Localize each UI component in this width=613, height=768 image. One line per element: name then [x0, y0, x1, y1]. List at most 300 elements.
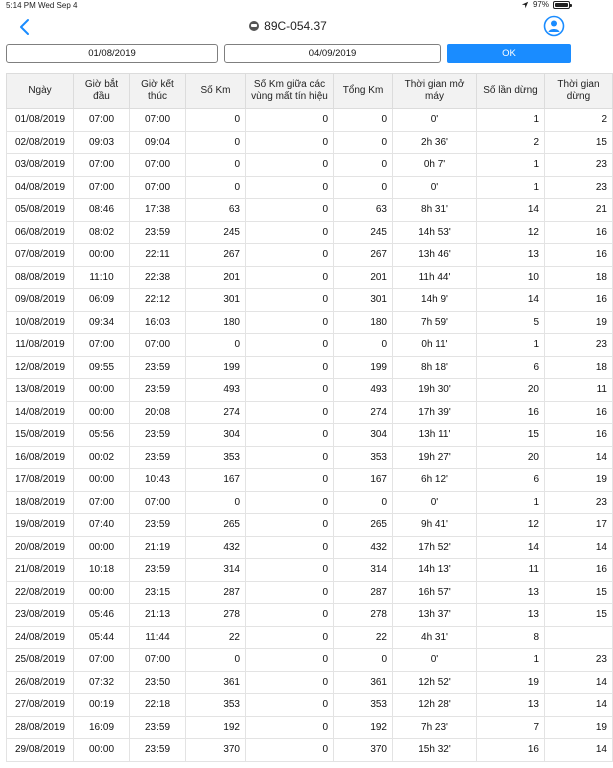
- status-date: Wed Sep 4: [38, 1, 78, 10]
- to-date-field[interactable]: 04/09/2019: [224, 44, 441, 63]
- battery-percent: 97%: [532, 0, 549, 9]
- cell-km-signal-loss: 0: [246, 491, 334, 514]
- cell-stop-time: 11: [545, 379, 613, 402]
- cell-engine-on-time: 8h 31': [393, 199, 477, 222]
- table-header-row: [7, 74, 613, 109]
- cell-km-signal-loss: 0: [246, 401, 334, 424]
- cell-end-time: 23:59: [130, 424, 186, 447]
- nav-bar: [0, 12, 576, 42]
- battery-fill: [555, 3, 568, 7]
- cell-km-signal-loss: 0: [246, 109, 334, 132]
- table-row[interactable]: [7, 154, 613, 177]
- cell-stop-time: 23: [545, 491, 613, 514]
- cell-stop-time: 23: [545, 334, 613, 357]
- cell-end-time: 11:44: [130, 626, 186, 649]
- table-row[interactable]: [7, 446, 613, 469]
- cell-engine-on-time: 0': [393, 109, 477, 132]
- cell-total-km: 22: [334, 626, 393, 649]
- cell-km: 0: [186, 131, 246, 154]
- cell-date: 13/08/2019: [7, 379, 74, 402]
- cell-end-time: 23:15: [130, 581, 186, 604]
- cell-total-km: 301: [334, 289, 393, 312]
- cell-total-km: 278: [334, 604, 393, 627]
- cell-date: 01/08/2019: [7, 109, 74, 132]
- cell-total-km: 265: [334, 514, 393, 537]
- cell-date: 07/08/2019: [7, 244, 74, 267]
- cell-engine-on-time: 13h 11': [393, 424, 477, 447]
- cell-km: 201: [186, 266, 246, 289]
- cell-date: 24/08/2019: [7, 626, 74, 649]
- cell-stop-time: 2: [545, 109, 613, 132]
- cell-end-time: 23:59: [130, 221, 186, 244]
- cell-stop-time: 18: [545, 356, 613, 379]
- cell-date: 12/08/2019: [7, 356, 74, 379]
- header-end-time: Giờ kết thúc: [130, 74, 186, 109]
- cell-total-km: 245: [334, 221, 393, 244]
- table-row[interactable]: [7, 424, 613, 447]
- cell-start-time: 00:00: [74, 469, 130, 492]
- table-row[interactable]: [7, 379, 613, 402]
- cell-stop-time: 16: [545, 221, 613, 244]
- cell-date: 15/08/2019: [7, 424, 74, 447]
- cell-total-km: 167: [334, 469, 393, 492]
- cell-stop-count: 1: [477, 154, 545, 177]
- cell-date: 08/08/2019: [7, 266, 74, 289]
- cell-stop-count: 16: [477, 739, 545, 762]
- table-row[interactable]: [7, 109, 613, 132]
- table-row[interactable]: [7, 491, 613, 514]
- cell-km-signal-loss: 0: [246, 244, 334, 267]
- cell-total-km: 0: [334, 334, 393, 357]
- ok-button[interactable]: OK: [447, 44, 571, 63]
- cell-total-km: 0: [334, 649, 393, 672]
- cell-end-time: 17:38: [130, 199, 186, 222]
- header-stop-time: Thời gian dừng: [545, 74, 613, 109]
- cell-start-time: 07:00: [74, 334, 130, 357]
- cell-engine-on-time: 7h 59': [393, 311, 477, 334]
- daily-report-table: [6, 73, 613, 762]
- cell-engine-on-time: 0h 11': [393, 334, 477, 357]
- cell-total-km: 0: [334, 154, 393, 177]
- cell-engine-on-time: 2h 36': [393, 131, 477, 154]
- car-icon: [249, 21, 259, 31]
- cell-date: 23/08/2019: [7, 604, 74, 627]
- cell-km-signal-loss: 0: [246, 424, 334, 447]
- cell-stop-time: 14: [545, 536, 613, 559]
- cell-end-time: 23:59: [130, 356, 186, 379]
- vehicle-plate: 89C-054.37: [264, 19, 327, 33]
- cell-engine-on-time: 6h 12': [393, 469, 477, 492]
- table-row[interactable]: [7, 559, 613, 582]
- cell-start-time: 06:09: [74, 289, 130, 312]
- cell-start-time: 08:46: [74, 199, 130, 222]
- cell-stop-count: 13: [477, 604, 545, 627]
- cell-total-km: 192: [334, 716, 393, 739]
- cell-km-signal-loss: 0: [246, 334, 334, 357]
- cell-km-signal-loss: 0: [246, 379, 334, 402]
- status-time: 5:14 PM: [6, 1, 36, 10]
- cell-km-signal-loss: 0: [246, 649, 334, 672]
- status-right: [521, 0, 570, 9]
- cell-stop-time: 14: [545, 694, 613, 717]
- cell-end-time: 22:11: [130, 244, 186, 267]
- cell-total-km: 0: [334, 176, 393, 199]
- cell-km: 287: [186, 581, 246, 604]
- cell-km-signal-loss: 0: [246, 446, 334, 469]
- cell-km: 167: [186, 469, 246, 492]
- table-row[interactable]: [7, 131, 613, 154]
- cell-stop-time: 14: [545, 671, 613, 694]
- cell-stop-time: 14: [545, 446, 613, 469]
- cell-stop-count: 1: [477, 649, 545, 672]
- cell-km: 0: [186, 154, 246, 177]
- cell-engine-on-time: 9h 41': [393, 514, 477, 537]
- cell-start-time: 09:34: [74, 311, 130, 334]
- cell-date: 05/08/2019: [7, 199, 74, 222]
- cell-date: 16/08/2019: [7, 446, 74, 469]
- cell-start-time: 07:00: [74, 491, 130, 514]
- cell-date: 18/08/2019: [7, 491, 74, 514]
- cell-end-time: 07:00: [130, 491, 186, 514]
- table-row[interactable]: [7, 536, 613, 559]
- cell-km: 432: [186, 536, 246, 559]
- cell-end-time: 23:59: [130, 379, 186, 402]
- cell-stop-count: 20: [477, 446, 545, 469]
- cell-start-time: 05:44: [74, 626, 130, 649]
- cell-km: 245: [186, 221, 246, 244]
- cell-engine-on-time: 19h 30': [393, 379, 477, 402]
- cell-km-signal-loss: 0: [246, 694, 334, 717]
- date-filter: [0, 44, 576, 64]
- cell-total-km: 304: [334, 424, 393, 447]
- user-profile-icon[interactable]: [543, 15, 565, 37]
- cell-stop-count: 20: [477, 379, 545, 402]
- header-engine-on-time: Thời gian mở máy: [393, 74, 477, 109]
- header-km: Số Km: [186, 74, 246, 109]
- cell-engine-on-time: 12h 28': [393, 694, 477, 717]
- cell-engine-on-time: 13h 46': [393, 244, 477, 267]
- cell-km-signal-loss: 0: [246, 469, 334, 492]
- cell-km-signal-loss: 0: [246, 514, 334, 537]
- cell-km: 314: [186, 559, 246, 582]
- cell-km: 0: [186, 176, 246, 199]
- cell-end-time: 23:59: [130, 716, 186, 739]
- cell-start-time: 09:03: [74, 131, 130, 154]
- cell-start-time: 11:10: [74, 266, 130, 289]
- cell-end-time: 22:18: [130, 694, 186, 717]
- cell-start-time: 05:46: [74, 604, 130, 627]
- cell-date: 10/08/2019: [7, 311, 74, 334]
- cell-stop-count: 14: [477, 199, 545, 222]
- cell-km: 0: [186, 334, 246, 357]
- cell-engine-on-time: 12h 52': [393, 671, 477, 694]
- cell-date: 26/08/2019: [7, 671, 74, 694]
- cell-stop-count: 1: [477, 176, 545, 199]
- table-row[interactable]: [7, 356, 613, 379]
- cell-date: 19/08/2019: [7, 514, 74, 537]
- cell-stop-time: 14: [545, 739, 613, 762]
- cell-total-km: 0: [334, 109, 393, 132]
- cell-end-time: 23:59: [130, 446, 186, 469]
- cell-km-signal-loss: 0: [246, 176, 334, 199]
- table-row[interactable]: [7, 694, 613, 717]
- cell-km-signal-loss: 0: [246, 356, 334, 379]
- cell-stop-count: 11: [477, 559, 545, 582]
- cell-stop-time: 23: [545, 649, 613, 672]
- cell-date: 20/08/2019: [7, 536, 74, 559]
- cell-km-signal-loss: 0: [246, 604, 334, 627]
- cell-engine-on-time: 14h 13': [393, 559, 477, 582]
- cell-km: 278: [186, 604, 246, 627]
- table-row[interactable]: [7, 289, 613, 312]
- cell-total-km: 432: [334, 536, 393, 559]
- cell-km: 301: [186, 289, 246, 312]
- cell-stop-count: 16: [477, 401, 545, 424]
- cell-engine-on-time: 17h 39': [393, 401, 477, 424]
- cell-km: 199: [186, 356, 246, 379]
- cell-start-time: 00:19: [74, 694, 130, 717]
- cell-km: 0: [186, 109, 246, 132]
- cell-stop-time: 17: [545, 514, 613, 537]
- cell-start-time: 05:56: [74, 424, 130, 447]
- cell-km: 493: [186, 379, 246, 402]
- cell-date: 22/08/2019: [7, 581, 74, 604]
- cell-stop-time: 16: [545, 289, 613, 312]
- cell-stop-count: 2: [477, 131, 545, 154]
- cell-engine-on-time: 19h 27': [393, 446, 477, 469]
- table-row[interactable]: [7, 334, 613, 357]
- cell-km: 0: [186, 649, 246, 672]
- table-row[interactable]: [7, 221, 613, 244]
- header-km-signal-loss: Số Km giữa các vùng mất tín hiệu: [246, 74, 334, 109]
- cell-total-km: 314: [334, 559, 393, 582]
- cell-start-time: 00:00: [74, 379, 130, 402]
- cell-stop-count: 13: [477, 581, 545, 604]
- cell-end-time: 07:00: [130, 649, 186, 672]
- cell-start-time: 16:09: [74, 716, 130, 739]
- cell-stop-time: 19: [545, 469, 613, 492]
- cell-stop-count: 6: [477, 356, 545, 379]
- cell-total-km: 361: [334, 671, 393, 694]
- cell-engine-on-time: 13h 37': [393, 604, 477, 627]
- table-row[interactable]: [7, 401, 613, 424]
- cell-total-km: 0: [334, 491, 393, 514]
- cell-end-time: 21:13: [130, 604, 186, 627]
- cell-date: 21/08/2019: [7, 559, 74, 582]
- cell-engine-on-time: 0': [393, 491, 477, 514]
- cell-date: 11/08/2019: [7, 334, 74, 357]
- cell-date: 09/08/2019: [7, 289, 74, 312]
- report-table-scroll[interactable]: [6, 73, 607, 768]
- table-row[interactable]: [7, 199, 613, 222]
- cell-total-km: 201: [334, 266, 393, 289]
- cell-stop-time: 19: [545, 716, 613, 739]
- cell-stop-time: 21: [545, 199, 613, 222]
- cell-stop-count: 1: [477, 334, 545, 357]
- cell-date: 03/08/2019: [7, 154, 74, 177]
- table-row[interactable]: [7, 176, 613, 199]
- cell-stop-count: 14: [477, 289, 545, 312]
- cell-start-time: 07:00: [74, 649, 130, 672]
- cell-stop-count: 13: [477, 244, 545, 267]
- cell-km: 265: [186, 514, 246, 537]
- cell-km-signal-loss: 0: [246, 671, 334, 694]
- cell-engine-on-time: 14h 53': [393, 221, 477, 244]
- cell-stop-count: 7: [477, 716, 545, 739]
- table-row[interactable]: [7, 266, 613, 289]
- table-row[interactable]: [7, 311, 613, 334]
- cell-total-km: 287: [334, 581, 393, 604]
- cell-stop-count: 19: [477, 671, 545, 694]
- cell-start-time: 07:00: [74, 109, 130, 132]
- cell-stop-count: 12: [477, 221, 545, 244]
- cell-date: 17/08/2019: [7, 469, 74, 492]
- cell-date: 02/08/2019: [7, 131, 74, 154]
- cell-engine-on-time: 0': [393, 649, 477, 672]
- cell-start-time: 07:32: [74, 671, 130, 694]
- cell-km-signal-loss: 0: [246, 716, 334, 739]
- cell-start-time: 00:02: [74, 446, 130, 469]
- cell-end-time: 07:00: [130, 154, 186, 177]
- cell-total-km: 353: [334, 694, 393, 717]
- header-total-km: Tổng Km: [334, 74, 393, 109]
- table-row[interactable]: [7, 716, 613, 739]
- cell-date: 29/08/2019: [7, 739, 74, 762]
- cell-stop-time: 16: [545, 401, 613, 424]
- table-row[interactable]: [7, 739, 613, 762]
- cell-start-time: 00:00: [74, 244, 130, 267]
- cell-end-time: 21:19: [130, 536, 186, 559]
- cell-km-signal-loss: 0: [246, 266, 334, 289]
- cell-end-time: 22:38: [130, 266, 186, 289]
- table-row[interactable]: [7, 604, 613, 627]
- cell-date: 25/08/2019: [7, 649, 74, 672]
- cell-km-signal-loss: 0: [246, 131, 334, 154]
- table-row[interactable]: [7, 469, 613, 492]
- cell-km: 361: [186, 671, 246, 694]
- cell-stop-time: 23: [545, 154, 613, 177]
- cell-engine-on-time: 0h 7': [393, 154, 477, 177]
- cell-end-time: 23:59: [130, 559, 186, 582]
- cell-stop-count: 8: [477, 626, 545, 649]
- cell-km: 0: [186, 491, 246, 514]
- cell-km: 267: [186, 244, 246, 267]
- cell-stop-time: 15: [545, 131, 613, 154]
- cell-km-signal-loss: 0: [246, 154, 334, 177]
- cell-date: 06/08/2019: [7, 221, 74, 244]
- cell-stop-count: 10: [477, 266, 545, 289]
- cell-start-time: 07:00: [74, 176, 130, 199]
- cell-end-time: 22:12: [130, 289, 186, 312]
- cell-start-time: 08:02: [74, 221, 130, 244]
- cell-end-time: 09:04: [130, 131, 186, 154]
- cell-engine-on-time: 16h 57': [393, 581, 477, 604]
- cell-start-time: 07:40: [74, 514, 130, 537]
- cell-end-time: 10:43: [130, 469, 186, 492]
- cell-end-time: 23:59: [130, 739, 186, 762]
- cell-start-time: 10:18: [74, 559, 130, 582]
- cell-engine-on-time: 14h 9': [393, 289, 477, 312]
- cell-km-signal-loss: 0: [246, 289, 334, 312]
- cell-total-km: 267: [334, 244, 393, 267]
- cell-km-signal-loss: 0: [246, 199, 334, 222]
- header-start-time: Giờ bắt đầu: [74, 74, 130, 109]
- cell-stop-count: 1: [477, 109, 545, 132]
- cell-stop-count: 12: [477, 514, 545, 537]
- from-date-field[interactable]: 01/08/2019: [6, 44, 218, 63]
- cell-stop-count: 15: [477, 424, 545, 447]
- cell-km: 370: [186, 739, 246, 762]
- cell-km-signal-loss: 0: [246, 739, 334, 762]
- cell-km-signal-loss: 0: [246, 311, 334, 334]
- cell-stop-time: 19: [545, 311, 613, 334]
- location-arrow-icon: [521, 1, 529, 9]
- cell-stop-time: 18: [545, 266, 613, 289]
- cell-engine-on-time: 8h 18': [393, 356, 477, 379]
- table-row[interactable]: [7, 649, 613, 672]
- cell-total-km: 493: [334, 379, 393, 402]
- cell-stop-count: 1: [477, 491, 545, 514]
- cell-km: 192: [186, 716, 246, 739]
- cell-km: 353: [186, 694, 246, 717]
- cell-km: 63: [186, 199, 246, 222]
- table-row[interactable]: [7, 626, 613, 649]
- cell-km-signal-loss: 0: [246, 581, 334, 604]
- header-date: Ngày: [7, 74, 74, 109]
- table-row[interactable]: [7, 244, 613, 267]
- cell-stop-count: 5: [477, 311, 545, 334]
- cell-stop-count: 14: [477, 536, 545, 559]
- cell-km-signal-loss: 0: [246, 221, 334, 244]
- cell-date: 14/08/2019: [7, 401, 74, 424]
- status-bar: [0, 0, 576, 12]
- header-stop-count: Số lần dừng: [477, 74, 545, 109]
- cell-end-time: 07:00: [130, 334, 186, 357]
- cell-km: 180: [186, 311, 246, 334]
- cell-km: 22: [186, 626, 246, 649]
- cell-total-km: 63: [334, 199, 393, 222]
- cell-total-km: 353: [334, 446, 393, 469]
- cell-km: 274: [186, 401, 246, 424]
- cell-engine-on-time: 7h 23': [393, 716, 477, 739]
- cell-date: 27/08/2019: [7, 694, 74, 717]
- cell-total-km: 180: [334, 311, 393, 334]
- table-row[interactable]: [7, 514, 613, 537]
- cell-km-signal-loss: 0: [246, 626, 334, 649]
- cell-stop-time: 23: [545, 176, 613, 199]
- cell-end-time: 23:50: [130, 671, 186, 694]
- cell-stop-time: 16: [545, 424, 613, 447]
- page-title: [0, 19, 576, 33]
- cell-stop-time: 16: [545, 244, 613, 267]
- cell-date: 28/08/2019: [7, 716, 74, 739]
- cell-start-time: 00:00: [74, 739, 130, 762]
- cell-engine-on-time: 0': [393, 176, 477, 199]
- cell-km-signal-loss: 0: [246, 559, 334, 582]
- cell-engine-on-time: 15h 32': [393, 739, 477, 762]
- cell-total-km: 199: [334, 356, 393, 379]
- cell-end-time: 07:00: [130, 109, 186, 132]
- cell-km: 353: [186, 446, 246, 469]
- cell-date: 04/08/2019: [7, 176, 74, 199]
- cell-start-time: 00:00: [74, 401, 130, 424]
- table-row[interactable]: [7, 671, 613, 694]
- cell-end-time: 20:08: [130, 401, 186, 424]
- cell-stop-count: 6: [477, 469, 545, 492]
- cell-end-time: 16:03: [130, 311, 186, 334]
- table-row[interactable]: [7, 581, 613, 604]
- cell-stop-time: 15: [545, 581, 613, 604]
